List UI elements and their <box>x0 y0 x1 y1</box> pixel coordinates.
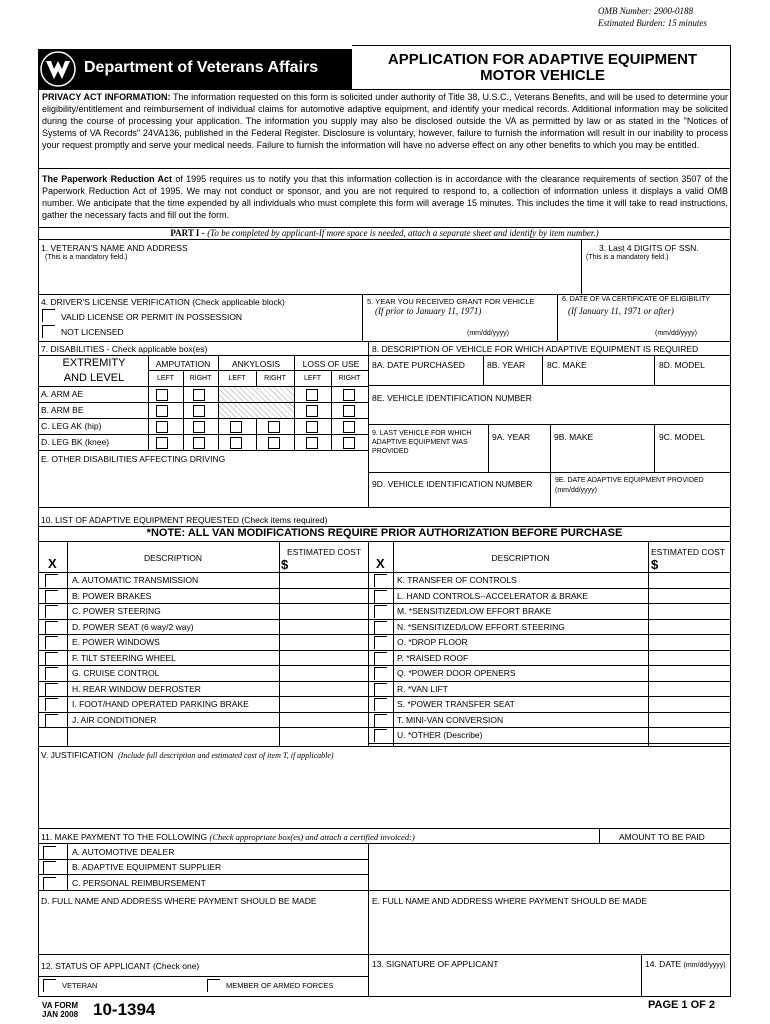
equipment-left-cost-input[interactable] <box>281 573 366 587</box>
equipment-right-item: U. *OTHER (Describe) <box>397 730 483 740</box>
amount-label: AMOUNT TO BE PAID <box>619 832 705 842</box>
equipment-left-cost-input[interactable] <box>281 604 366 618</box>
field5-label: 5. YEAR YOU RECEIVED GRANT FOR VEHICLE <box>367 297 535 306</box>
leg-bk-amp-left-checkbox[interactable] <box>156 437 168 449</box>
equipment-left-cost-input[interactable] <box>281 697 366 711</box>
extremity-line1: EXTREMITY <box>62 357 126 369</box>
equipment-left-item: G. CRUISE CONTROL <box>72 668 160 678</box>
equipment-left-checkbox[interactable] <box>45 683 58 696</box>
arm-be-loss-left-checkbox[interactable] <box>306 405 318 417</box>
field3-note: (This is a mandatory field.) <box>586 254 669 261</box>
field6-format: (mm/dd/yyyy) <box>655 330 697 337</box>
equipment-left-checkbox[interactable] <box>45 574 58 587</box>
estimated-burden: Estimated Burden: 15 minutes <box>598 18 707 28</box>
armed-forces-checkbox[interactable] <box>207 979 220 992</box>
ankylosis-right: RIGHT <box>264 375 286 382</box>
privacy-heading: PRIVACY ACT INFORMATION: <box>42 92 171 102</box>
equipment-left-checkbox[interactable] <box>45 590 58 603</box>
justification-label-row <box>41 750 334 760</box>
equipment-right-cost-input[interactable] <box>650 666 728 680</box>
equipment-right-item: N. *SENSITIZED/LOW EFFORT STEERING <box>397 621 565 632</box>
field4-label: 4. DRIVER'S LICENSE VERIFICATION (Check applicable block) <box>41 297 285 307</box>
valid-license-checkbox[interactable] <box>42 309 55 322</box>
ankylosis-header: ANKYLOSIS <box>231 359 281 369</box>
form-title-line1: APPLICATION FOR ADAPTIVE EQUIPMENT <box>387 51 698 68</box>
equipment-right-checkbox[interactable] <box>374 605 387 618</box>
field7e-label: E. OTHER DISABILITIES AFFECTING DRIVING <box>41 454 226 464</box>
equipment-right-item: R. *VAN LIFT <box>397 683 448 694</box>
date-input[interactable] <box>644 972 728 996</box>
equipment-left-item: D. POWER SEAT (6 way/2 way) <box>72 621 194 632</box>
equipment-right-checkbox[interactable] <box>374 621 387 634</box>
leg-ak-ank-right-checkbox[interactable] <box>268 421 280 433</box>
field13-label: 13. SIGNATURE OF APPLICANT <box>372 959 499 969</box>
other-disabilities-input[interactable] <box>41 466 366 506</box>
field8e-label: 8E. VEHICLE IDENTIFICATION NUMBER <box>372 393 532 403</box>
equipment-right-checkbox[interactable] <box>374 652 387 665</box>
form-title-line2: MOTOR VEHICLE <box>480 67 605 84</box>
field8b-label: 8B. YEAR <box>487 360 526 370</box>
field5-format: (mm/dd/yyyy) <box>467 330 509 337</box>
signature-input[interactable] <box>371 972 639 996</box>
arm-ae-amp-left-checkbox[interactable] <box>156 389 168 401</box>
valid-license-label: VALID LICENSE OR PERMIT IN POSSESSION <box>61 312 243 322</box>
equipment-right-cost-input[interactable] <box>650 604 728 618</box>
extremity-line2: AND LEVEL <box>63 372 125 384</box>
footer-date: JAN 2008 <box>42 1010 79 1019</box>
payment-address-d-input[interactable] <box>41 908 366 953</box>
paperwork-paragraph <box>42 173 728 221</box>
not-licensed-checkbox[interactable] <box>42 325 55 338</box>
equipment-left-item: I. FOOT/HAND OPERATED PARKING BRAKE <box>72 699 249 709</box>
equipment-left-cost-input[interactable] <box>281 651 366 665</box>
equipment-right-cost-input[interactable] <box>650 728 728 742</box>
amputation-left: LEFT <box>156 375 175 382</box>
row-leg-bk: D. LEG BK (knee) <box>41 437 110 447</box>
equipment-left-item: J. AIR CONDITIONER <box>72 714 157 725</box>
dollar-right: $ <box>651 557 659 572</box>
field8-label: 8. DESCRIPTION OF VEHICLE FOR WHICH ADAPTIVE EQUIPMENT IS REQUIRED <box>372 344 699 354</box>
field9b-label: 9B. MAKE <box>554 432 594 442</box>
field14-format: (mm/dd/yyyy) <box>683 962 726 969</box>
equipment-left-item: E. POWER WINDOWS <box>72 637 160 647</box>
x-column-right: X <box>376 556 385 571</box>
equipment-left-checkbox[interactable] <box>45 652 58 665</box>
arm-be-amp-right-checkbox[interactable] <box>193 405 205 417</box>
veteran-label: VETERAN <box>62 981 98 990</box>
equipment-right-checkbox[interactable] <box>374 698 387 711</box>
x-column-left: X <box>48 556 57 571</box>
equipment-right-item: P. *RAISED ROOF <box>397 652 469 663</box>
field10-label: 10. LIST OF ADAPTIVE EQUIPMENT REQUESTED (Check items required) <box>41 515 328 525</box>
field9-line2: ADAPTIVE EQUIPMENT WAS <box>372 439 468 446</box>
veteran-name-input[interactable] <box>41 262 579 292</box>
field11-label: 11. MAKE PAYMENT TO THE FOLLOWING <box>41 832 208 842</box>
privacy-text: The information requested on this form is solicited under authority of Title 38, U.S.C., Veterans Benefits, and will be used to determine your eligibility/entitlement and reimbursement of individual claims for automotive adaptive equipment, and identify your medical records. Additional information may be solicited during the course of processing your application. The information you supply may also be disclosed outside the VA as permitted by law or as stated in the "Notices of Systems of VA Records" 24VA136, published in the Federal Register. Disclosure is voluntary, however, failure to furnish the information will result in our inability to process your request promptly and serve your medical needs. Failure to furnish the information will have no adverse effect on any other benefits to which you may be entitled. <box>42 92 728 150</box>
field9e-line2: (mm/dd/yyyy) <box>555 487 597 494</box>
personal-reimbursement-checkbox[interactable] <box>43 877 56 890</box>
va-seal-icon <box>40 51 76 87</box>
form-title <box>355 52 730 84</box>
amputation-right: RIGHT <box>189 375 212 382</box>
equipment-left-cost-input[interactable] <box>281 635 366 649</box>
equipment-right-checkbox[interactable] <box>374 636 387 649</box>
amputation-header: AMPUTATION <box>155 359 211 369</box>
field8a-label: 8A. DATE PURCHASED <box>372 360 465 370</box>
field1-note: (This is a mandatory field.) <box>45 254 128 261</box>
leg-ak-loss-right-checkbox[interactable] <box>343 421 355 433</box>
automotive-dealer-label: A. AUTOMOTIVE DEALER <box>72 847 175 857</box>
justification-input[interactable] <box>41 764 727 826</box>
omb-number: OMB Number: 2900-0188 <box>598 6 693 16</box>
equipment-left-checkbox[interactable] <box>45 636 58 649</box>
privacy-act-paragraph <box>42 91 728 151</box>
equipment-right-item: O. *DROP FLOOR <box>397 637 468 647</box>
field11-label-row <box>41 832 415 842</box>
footer-va-form: VA FORM <box>42 1001 78 1010</box>
field9d-label: 9D. VEHICLE IDENTIFICATION NUMBER <box>372 479 533 489</box>
field5-note: (If prior to January 11, 1971) <box>375 306 482 316</box>
veteran-checkbox[interactable] <box>43 979 56 992</box>
equipment-right-cost-input[interactable] <box>650 651 728 665</box>
equipment-right-cost-input[interactable] <box>650 697 728 711</box>
footer-form-id <box>42 1001 78 1019</box>
justification-label: V. JUSTIFICATION <box>41 750 114 760</box>
description-header-left: DESCRIPTION <box>143 553 203 563</box>
equipment-right-item: S. *POWER TRANSFER SEAT <box>397 699 515 709</box>
field9e-label <box>555 476 704 496</box>
field3-label: 3. Last 4 DIGITS OF SSN. <box>599 243 699 253</box>
equipment-left-item: F. TILT STEERING WHEEL <box>72 652 176 663</box>
est-cost-header-left: ESTIMATED COST <box>287 547 361 557</box>
field11e-label: E. FULL NAME AND ADDRESS WHERE PAYMENT SHOULD BE MADE <box>372 896 648 906</box>
equipment-right-cost-input[interactable] <box>650 713 728 727</box>
description-header-right: DESCRIPTION <box>491 553 550 563</box>
ssn-input[interactable] <box>584 262 728 292</box>
equipment-right-cost-input[interactable] <box>650 635 728 649</box>
not-licensed-label: NOT LICENSED <box>61 327 124 337</box>
leg-ak-amp-right-checkbox[interactable] <box>193 421 205 433</box>
equipment-right-checkbox[interactable] <box>374 729 387 742</box>
equipment-left-checkbox[interactable] <box>45 605 58 618</box>
equipment-left-checkbox[interactable] <box>45 621 58 634</box>
leg-bk-amp-right-checkbox[interactable] <box>193 437 205 449</box>
equipment-right-cost-input[interactable] <box>650 589 728 603</box>
equipment-left-cost-input[interactable] <box>281 713 366 727</box>
equipment-right-checkbox[interactable] <box>374 590 387 603</box>
field9-label <box>372 429 471 456</box>
equipment-left-cost-input[interactable] <box>281 682 366 696</box>
arm-be-amp-left-checkbox[interactable] <box>156 405 168 417</box>
arm-ae-loss-right-checkbox[interactable] <box>343 389 355 401</box>
leg-bk-loss-left-checkbox[interactable] <box>306 437 318 449</box>
equipment-right-item: M. *SENSITIZED/LOW EFFORT BRAKE <box>397 606 552 616</box>
arm-ae-loss-left-checkbox[interactable] <box>306 389 318 401</box>
row-arm-be: B. ARM BE <box>41 405 84 415</box>
personal-reimbursement-label: C. PERSONAL REIMBURSEMENT <box>72 878 206 888</box>
part1-label: PART I - <box>170 228 205 238</box>
field11-note: (Check appropriate box(es) and attach a certified invoiced:) <box>209 832 415 842</box>
equipment-right-item: T. MINI-VAN CONVERSION <box>397 714 504 725</box>
arm-be-loss-right-checkbox[interactable] <box>343 405 355 417</box>
equipment-left-checkbox[interactable] <box>45 667 58 680</box>
van-modification-note: *NOTE: ALL VAN MODIFICATIONS REQUIRE PRIOR AUTHORIZATION BEFORE PURCHASE <box>146 527 623 539</box>
equipment-left-item: C. POWER STEERING <box>72 606 161 616</box>
equipment-left-checkbox[interactable] <box>45 714 58 727</box>
equipment-right-checkbox[interactable] <box>374 574 387 587</box>
part1-heading <box>38 228 731 238</box>
equipment-right-checkbox[interactable] <box>374 667 387 680</box>
equipment-supplier-checkbox[interactable] <box>43 861 56 874</box>
paperwork-text: of 1995 requires us to notify you that this information collection is in accordance with the clearance requirements of section 3507 of the Paperwork Reduction Act of 1995. We may not conduct or sponsor, and you are not required to respond to, a collection of information unless it displays a valid OMB number. We anticipate that the time expended by all individuals who must complete this form will average 15 minutes. This includes the time it will take to read instructions, gather the necessary facts and fill out the form. <box>42 174 728 220</box>
field8c-label: 8C. MAKE <box>547 360 587 370</box>
equipment-left-item: B. POWER BRAKES <box>72 590 152 601</box>
field9e-line1: 9E. DATE ADAPTIVE EQUIPMENT PROVIDED <box>555 477 704 484</box>
equipment-left-cost-input[interactable] <box>281 620 366 634</box>
extremity-header <box>38 356 150 386</box>
field8d-label: 8D. MODEL <box>659 360 705 370</box>
equipment-left-item: H. REAR WINDOW DEFROSTER <box>72 683 201 694</box>
dollar-left: $ <box>281 557 289 572</box>
row-arm-ae: A. ARM AE <box>41 389 84 399</box>
equipment-right-checkbox[interactable] <box>374 714 387 727</box>
equipment-left-checkbox[interactable] <box>45 698 58 711</box>
field9c-label: 9C. MODEL <box>659 432 705 442</box>
equipment-right-item: K. TRANSFER OF CONTROLS <box>397 575 517 585</box>
field9a-label: 9A. YEAR <box>492 432 531 442</box>
field9-line1: 9. LAST VEHICLE FOR WHICH <box>372 430 472 437</box>
footer-form-number: 10-1394 <box>93 1000 156 1019</box>
field11d-label: D. FULL NAME AND ADDRESS WHERE PAYMENT SHOULD BE MADE <box>41 896 317 906</box>
equipment-right-cost-input[interactable] <box>650 620 728 634</box>
row-leg-ak: C. LEG AK (hip) <box>41 421 102 431</box>
loss-left: LEFT <box>303 375 322 382</box>
automotive-dealer-checkbox[interactable] <box>43 846 56 859</box>
part1-note: (To be completed by applicant-If more space is needed, attach a separate sheet and identify by item number.) <box>207 228 599 238</box>
field14-label <box>645 959 726 969</box>
payment-address-e-input[interactable] <box>371 908 728 953</box>
justification-note: (Include full description and estimated cost of item T, if applicable) <box>118 751 334 760</box>
equipment-right-checkbox[interactable] <box>374 683 387 696</box>
paperwork-heading: The Paperwork Reduction Act <box>42 174 173 184</box>
field7-label: 7. DISABILITIES - Check applicable box(es) <box>41 344 208 354</box>
arm-ae-amp-right-checkbox[interactable] <box>193 389 205 401</box>
loss-of-use-header: LOSS OF USE <box>302 359 360 369</box>
leg-ak-amp-left-checkbox[interactable] <box>156 421 168 433</box>
est-cost-header-right: ESTIMATED COST <box>651 547 725 557</box>
equipment-right-item: L. HAND CONTROLS--ACCELERATOR & BRAKE <box>397 590 588 601</box>
equipment-right-cost-input[interactable] <box>650 573 728 587</box>
leg-ak-ank-left-checkbox[interactable] <box>230 421 242 433</box>
leg-ak-loss-left-checkbox[interactable] <box>306 421 318 433</box>
leg-bk-ank-left-checkbox[interactable] <box>230 437 242 449</box>
field1-label: 1. VETERAN'S NAME AND ADDRESS <box>41 243 188 253</box>
equipment-supplier-label: B. ADAPTIVE EQUIPMENT SUPPLIER <box>72 862 222 872</box>
field6-label: 6. DATE OF VA CERTIFICATE OF ELIGIBILITY <box>562 296 711 303</box>
field6-note: (If January 11, 1971 or after) <box>568 306 674 316</box>
equipment-left-item: A. AUTOMATIC TRANSMISSION <box>72 575 199 585</box>
equipment-left-cost-input[interactable] <box>281 589 366 603</box>
equipment-right-item: Q. *POWER DOOR OPENERS <box>397 668 516 678</box>
ankylosis-left: LEFT <box>228 375 246 382</box>
leg-bk-ank-right-checkbox[interactable] <box>268 437 280 449</box>
va-logo-banner <box>38 49 352 89</box>
equipment-left-cost-input[interactable] <box>281 666 366 680</box>
field12-label: 12. STATUS OF APPLICANT (Check one) <box>41 961 200 971</box>
armed-forces-label: MEMBER OF ARMED FORCES <box>226 981 334 990</box>
field9-line3: PROVIDED <box>372 448 409 455</box>
equipment-right-cost-input[interactable] <box>650 682 728 696</box>
leg-bk-loss-right-checkbox[interactable] <box>343 437 355 449</box>
department-name: Department of Veterans Affairs <box>84 59 319 76</box>
footer-page: PAGE 1 OF 2 <box>648 999 716 1011</box>
loss-right: RIGHT <box>338 375 361 382</box>
field14-text: 14. DATE <box>645 959 682 969</box>
